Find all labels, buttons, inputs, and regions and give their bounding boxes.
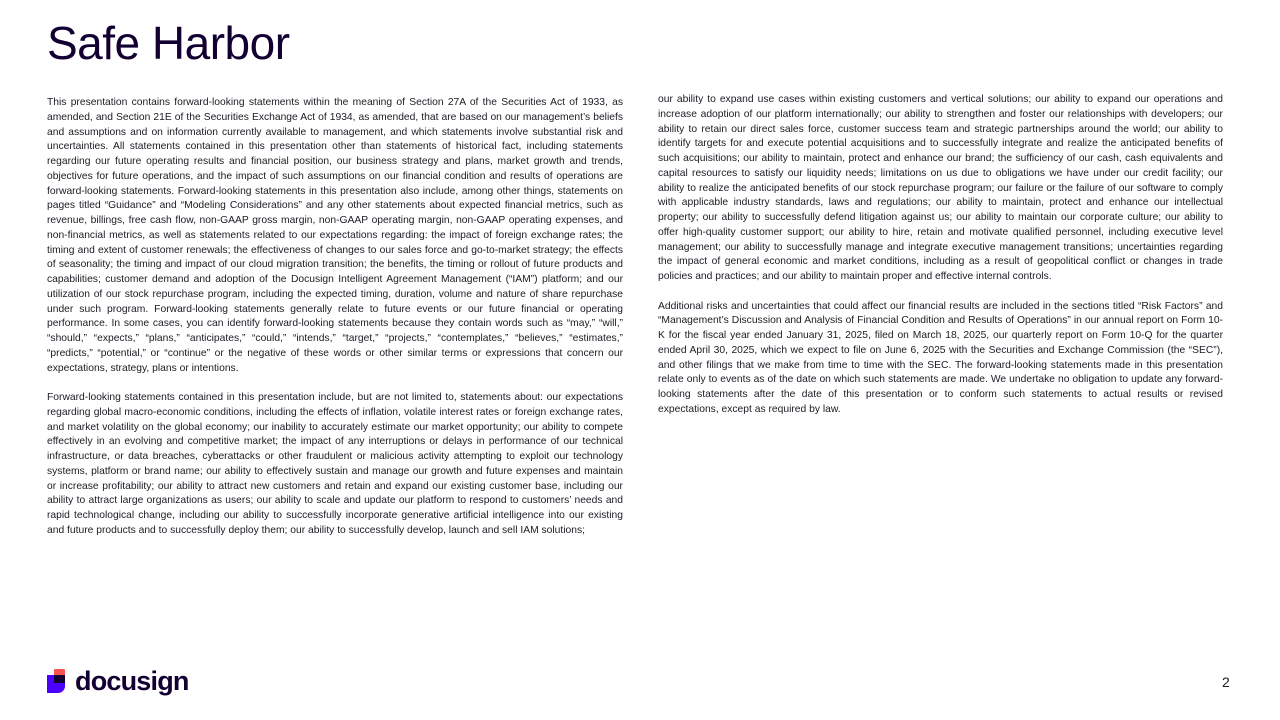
- safe-harbor-paragraph-4: Additional risks and uncertainties that could affect our financial results are included in the sections titled “Risk Factors” and “Management’s Discussion and Analysis of Financial Condition and Results of Operations” in our annual report on Form 10-K for the fiscal year ended January 31, 2025, filed on March 18, 2025, our quarterly report on Form 10-Q for the quarter ended April 30, 2025, which we expect to file on June 6, 2025 with the Securities and Exchange Commission (the “SEC”), and other filings that we make from time to time with the SEC. The forward-looking statements made in this presentation relate only to events as of the date on which such statements are made. We undertake no obligation to update any forward-looking statements after the date of this presentation or to conform such statements to actual results or revised expectations, except as required by law.: [658, 300, 1223, 415]
- docusign-logo-icon: [47, 669, 69, 693]
- page-number: 2: [1222, 674, 1230, 690]
- safe-harbor-paragraph-1: This presentation contains forward-looking statements within the meaning of Section 27A of the Securities Act of 1933, as amended, and Section 21E of the Securities Exchange Act of 1934, as amended, that are based on our management’s beliefs and assumptions and on information currently available to management, and which statements involve substantial risk and uncertainties. All statements contained in this presentation other than statements of historical fact, including statements regarding our future operating results and financial position, our business strategy and plans, market growth and trends, objectives for future operations, and the impact of such assumptions on our financial condition and results of operations are forward-looking statements. Forward-looking statements in this presentation also include, among other things, statements on pages titled “Guidance” and “Modeling Considerations” and any other statements about expected financial metrics, such as revenue, billings, free cash flow, non-GAAP gross margin, non-GAAP operating margin, non-GAAP operating expenses, and non-financial metrics, as well as statements related to our expectations regarding: the impact of foreign exchange rates; the timing and extent of customer renewals; the effectiveness of changes to our sales force and go-to-market strategy; the effects of seasonality; the timing and impact of our cloud migration transition; the benefits, the timing or rollout of future products and capabilities; customer demand and adoption of the Docusign Intelligent Agreement Management (“IAM”) platform; and our utilization of our stock repurchase program, including the expected timing, duration, volume and nature of share repurchase under such program. Forward-looking statements generally relate to future events or our future financial or operating performance. In some cases, you can identify forward-looking statements because they contain words such as “may,” “will,” “should,” “expects,” “plans,” “anticipates,” “could,” “intends,” “target,” “projects,” “contemplates,” “believes,” “estimates,” “predicts,” “potential,” or “continue” or the negative of these words or other similar terms or expressions that concern our expectations, strategy, plans or intentions.: [47, 97, 623, 374]
- left-text-column: [47, 96, 623, 539]
- right-text-column: [658, 93, 1223, 418]
- slide-title: Safe Harbor: [47, 17, 290, 69]
- docusign-logo: [47, 666, 189, 696]
- safe-harbor-paragraph-3: our ability to expand use cases within existing customers and vertical solutions; our ability to expand our operations and increase adoption of our platform internationally; our ability to strengthen and foster our relationships with developers; our ability to retain our direct sales force, customer success team and strategic partnerships around the world; our ability to identify targets for and execute potential acquisitions and to successfully integrate and realize the anticipated benefits of such acquisitions; our ability to maintain, protect and enhance our brand; the sufficiency of our cash, cash equivalents and capital resources to satisfy our liquidity needs; limitations on us due to obligations we have under our credit facility; our ability to realize the anticipated benefits of our stock repurchase program; our failure or the failure of our software to comply with applicable industry standards, laws and regulations; our ability to maintain, protect and enhance our intellectual property; our ability to successfully defend litigation against us; our ability to maintain our corporate culture; our ability to offer high-quality customer support; our ability to hire, retain and motivate qualified personnel, including executive level management; our ability to successfully manage and integrate executive management transitions; uncertainties regarding the impact of general economic and market conditions, including as a result of geopolitical conflict or changes in trade policies and practices; and our ability to maintain proper and effective internal controls.: [658, 94, 1223, 282]
- docusign-wordmark: docusign: [75, 666, 189, 696]
- safe-harbor-paragraph-2: Forward-looking statements contained in this presentation include, but are not limited to, statements about: our expectations regarding global macro-economic conditions, including the effects of inflation, volatile interest rates or foreign exchange rates, and market volatility on the global economy; our inability to accurately estimate our market opportunity; our ability to compete effectively in an evolving and competitive market; the impact of any interruptions or delays in performance of our technical infrastructure, or data breaches, cyberattacks or other fraudulent or malicious activity attempting to exploit our technology systems, platform or brand name; our ability to effectively sustain and manage our growth and future expenses and maintain or increase profitability; our ability to attract new customers and retain and expand our existing customer base, including our ability to attract large organizations as users; our ability to scale and update our platform to respond to customers’ needs and rapid technological change, including our ability to successfully incorporate generative artificial intelligence into our existing and future products and to successfully deploy them; our ability to successfully develop, launch and sell IAM solutions;: [47, 392, 623, 536]
